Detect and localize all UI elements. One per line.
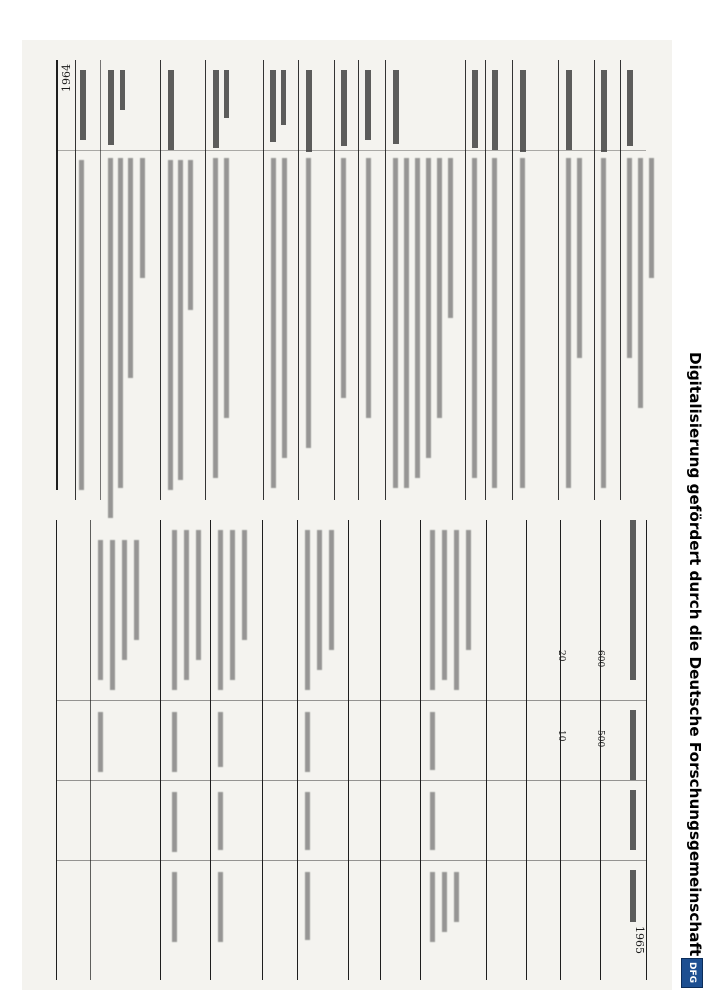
right-col-4-entry-5	[442, 872, 447, 932]
right-col-4-entry-1	[172, 872, 177, 942]
right-entry-17	[466, 530, 471, 650]
entry-2d	[140, 158, 145, 278]
label-3	[168, 70, 174, 150]
right-head-1	[630, 520, 636, 680]
right-page-rule-9	[420, 520, 421, 980]
right-page-rule-1	[56, 520, 57, 980]
entry-9c	[415, 158, 420, 478]
right-col-3-entry-2	[218, 792, 223, 850]
right-head-4	[630, 870, 636, 922]
right-entry-2	[110, 540, 115, 690]
right-col-4-entry-4	[430, 872, 435, 942]
row-rule-2	[100, 60, 101, 500]
dfg-logo	[681, 958, 703, 988]
right-col-4-entry-2	[218, 872, 223, 942]
right-entry-3	[122, 540, 127, 660]
right-col-2-entry-2	[172, 712, 177, 772]
row-rule-7	[334, 60, 335, 500]
label-7	[341, 70, 347, 146]
number-2: 500	[595, 730, 605, 748]
entry-4	[213, 158, 218, 478]
label-5	[270, 70, 276, 142]
right-col-4-entry-6	[454, 872, 459, 922]
right-head-2	[630, 710, 636, 780]
right-page-rule-14	[646, 520, 647, 980]
right-entry-6	[184, 530, 189, 680]
right-page-rule-11	[526, 520, 527, 980]
entry-2	[108, 158, 113, 518]
left-page-running-head: 1964	[60, 64, 73, 92]
label-1	[80, 70, 86, 140]
right-entry-9	[230, 530, 235, 680]
entry-9f	[448, 158, 453, 318]
entry-5	[271, 158, 276, 488]
row-rule-4	[205, 60, 206, 500]
entry-5b	[282, 158, 287, 458]
right-entry-1	[98, 540, 103, 680]
row-rule-13	[558, 60, 559, 500]
right-page-rule-5	[262, 520, 263, 980]
row-rule-12	[512, 60, 513, 500]
right-page-rule-12	[560, 520, 561, 980]
entry-10	[472, 158, 477, 478]
entry-9e	[437, 158, 442, 418]
right-entry-10	[242, 530, 247, 640]
entry-9b	[404, 158, 409, 488]
label-11	[492, 70, 498, 150]
row-rule-3	[160, 60, 161, 500]
right-page-running-head: 1965	[633, 926, 646, 954]
entry-2b	[118, 158, 123, 488]
entry-9	[393, 158, 398, 488]
entry-3	[168, 160, 173, 490]
entry-14	[601, 158, 606, 488]
row-rule-15	[620, 60, 621, 500]
right-entry-13	[329, 530, 334, 650]
number-3: 20	[556, 650, 566, 662]
right-page-rule-3	[160, 520, 161, 980]
label-13	[566, 70, 572, 150]
label-15	[627, 70, 633, 146]
right-page-rule-13	[600, 520, 601, 980]
row-rule-14	[594, 60, 595, 500]
dfg-logo-text: DFG	[687, 962, 697, 984]
row-rule-5	[263, 60, 264, 500]
row-rule-9	[385, 60, 386, 500]
entry-3b	[178, 160, 183, 480]
right-entry-15	[442, 530, 447, 680]
label-14	[601, 70, 607, 152]
footer-credit: Digitalisierung gefördert durch die Deutsche Forschungsgemeinschaft	[686, 352, 704, 957]
right-col-3-entry-3	[305, 792, 310, 850]
entry-13	[566, 158, 571, 488]
row-rule-6	[298, 60, 299, 500]
right-entry-8	[218, 530, 223, 690]
entry-1	[79, 160, 84, 490]
entry-13b	[577, 158, 582, 358]
right-col-3-entry-1	[172, 792, 177, 852]
right-col-3-entry-4	[430, 792, 435, 850]
right-entry-4	[134, 540, 139, 640]
label-12	[520, 70, 526, 152]
top-rule-left	[56, 60, 58, 490]
right-col-4-entry-3	[305, 872, 310, 940]
number-1: 600	[595, 650, 605, 668]
right-col-2-entry-3	[218, 712, 223, 767]
right-head-3	[630, 790, 636, 850]
row-rule-10	[465, 60, 466, 500]
entry-6	[306, 158, 311, 448]
entry-8	[366, 158, 371, 418]
right-col-2-entry-4	[305, 712, 310, 772]
entry-7	[341, 158, 346, 398]
label-2b	[120, 70, 125, 110]
entry-9d	[426, 158, 431, 458]
right-entry-5	[172, 530, 177, 690]
label-column-rule	[56, 150, 646, 151]
right-entry-12	[317, 530, 322, 670]
right-entry-16	[454, 530, 459, 690]
entry-2c	[128, 158, 133, 378]
right-page-col-rule-2	[56, 780, 646, 781]
label-2	[108, 70, 114, 145]
entry-3c	[188, 160, 193, 310]
entry-15b	[638, 158, 643, 408]
label-8	[365, 70, 371, 140]
right-col-2-entry-5	[430, 712, 435, 770]
label-4	[213, 70, 219, 148]
right-entry-7	[196, 530, 201, 660]
row-rule-8	[358, 60, 359, 500]
entry-15	[627, 158, 632, 358]
label-4b	[224, 70, 229, 118]
right-page-rule-8	[380, 520, 381, 980]
right-page-rule-4	[210, 520, 211, 980]
right-page-col-rule-3	[56, 860, 646, 861]
label-6	[306, 70, 312, 152]
label-5b	[281, 70, 286, 125]
right-page-rule-7	[348, 520, 349, 980]
label-9	[393, 70, 399, 144]
entry-15c	[649, 158, 654, 278]
entry-12	[520, 158, 525, 488]
row-rule-1	[75, 60, 76, 500]
right-entry-14	[430, 530, 435, 690]
label-10	[472, 70, 478, 148]
right-entry-11	[305, 530, 310, 690]
right-page-rule-10	[486, 520, 487, 980]
right-page-rule-6	[297, 520, 298, 980]
right-page-col-rule-1	[56, 700, 646, 701]
right-col-2-entry-1	[98, 712, 103, 772]
entry-4b	[224, 158, 229, 418]
right-page-rule-2	[90, 520, 91, 980]
entry-11	[492, 158, 497, 488]
number-4: 10	[556, 730, 566, 742]
row-rule-11	[485, 60, 486, 500]
